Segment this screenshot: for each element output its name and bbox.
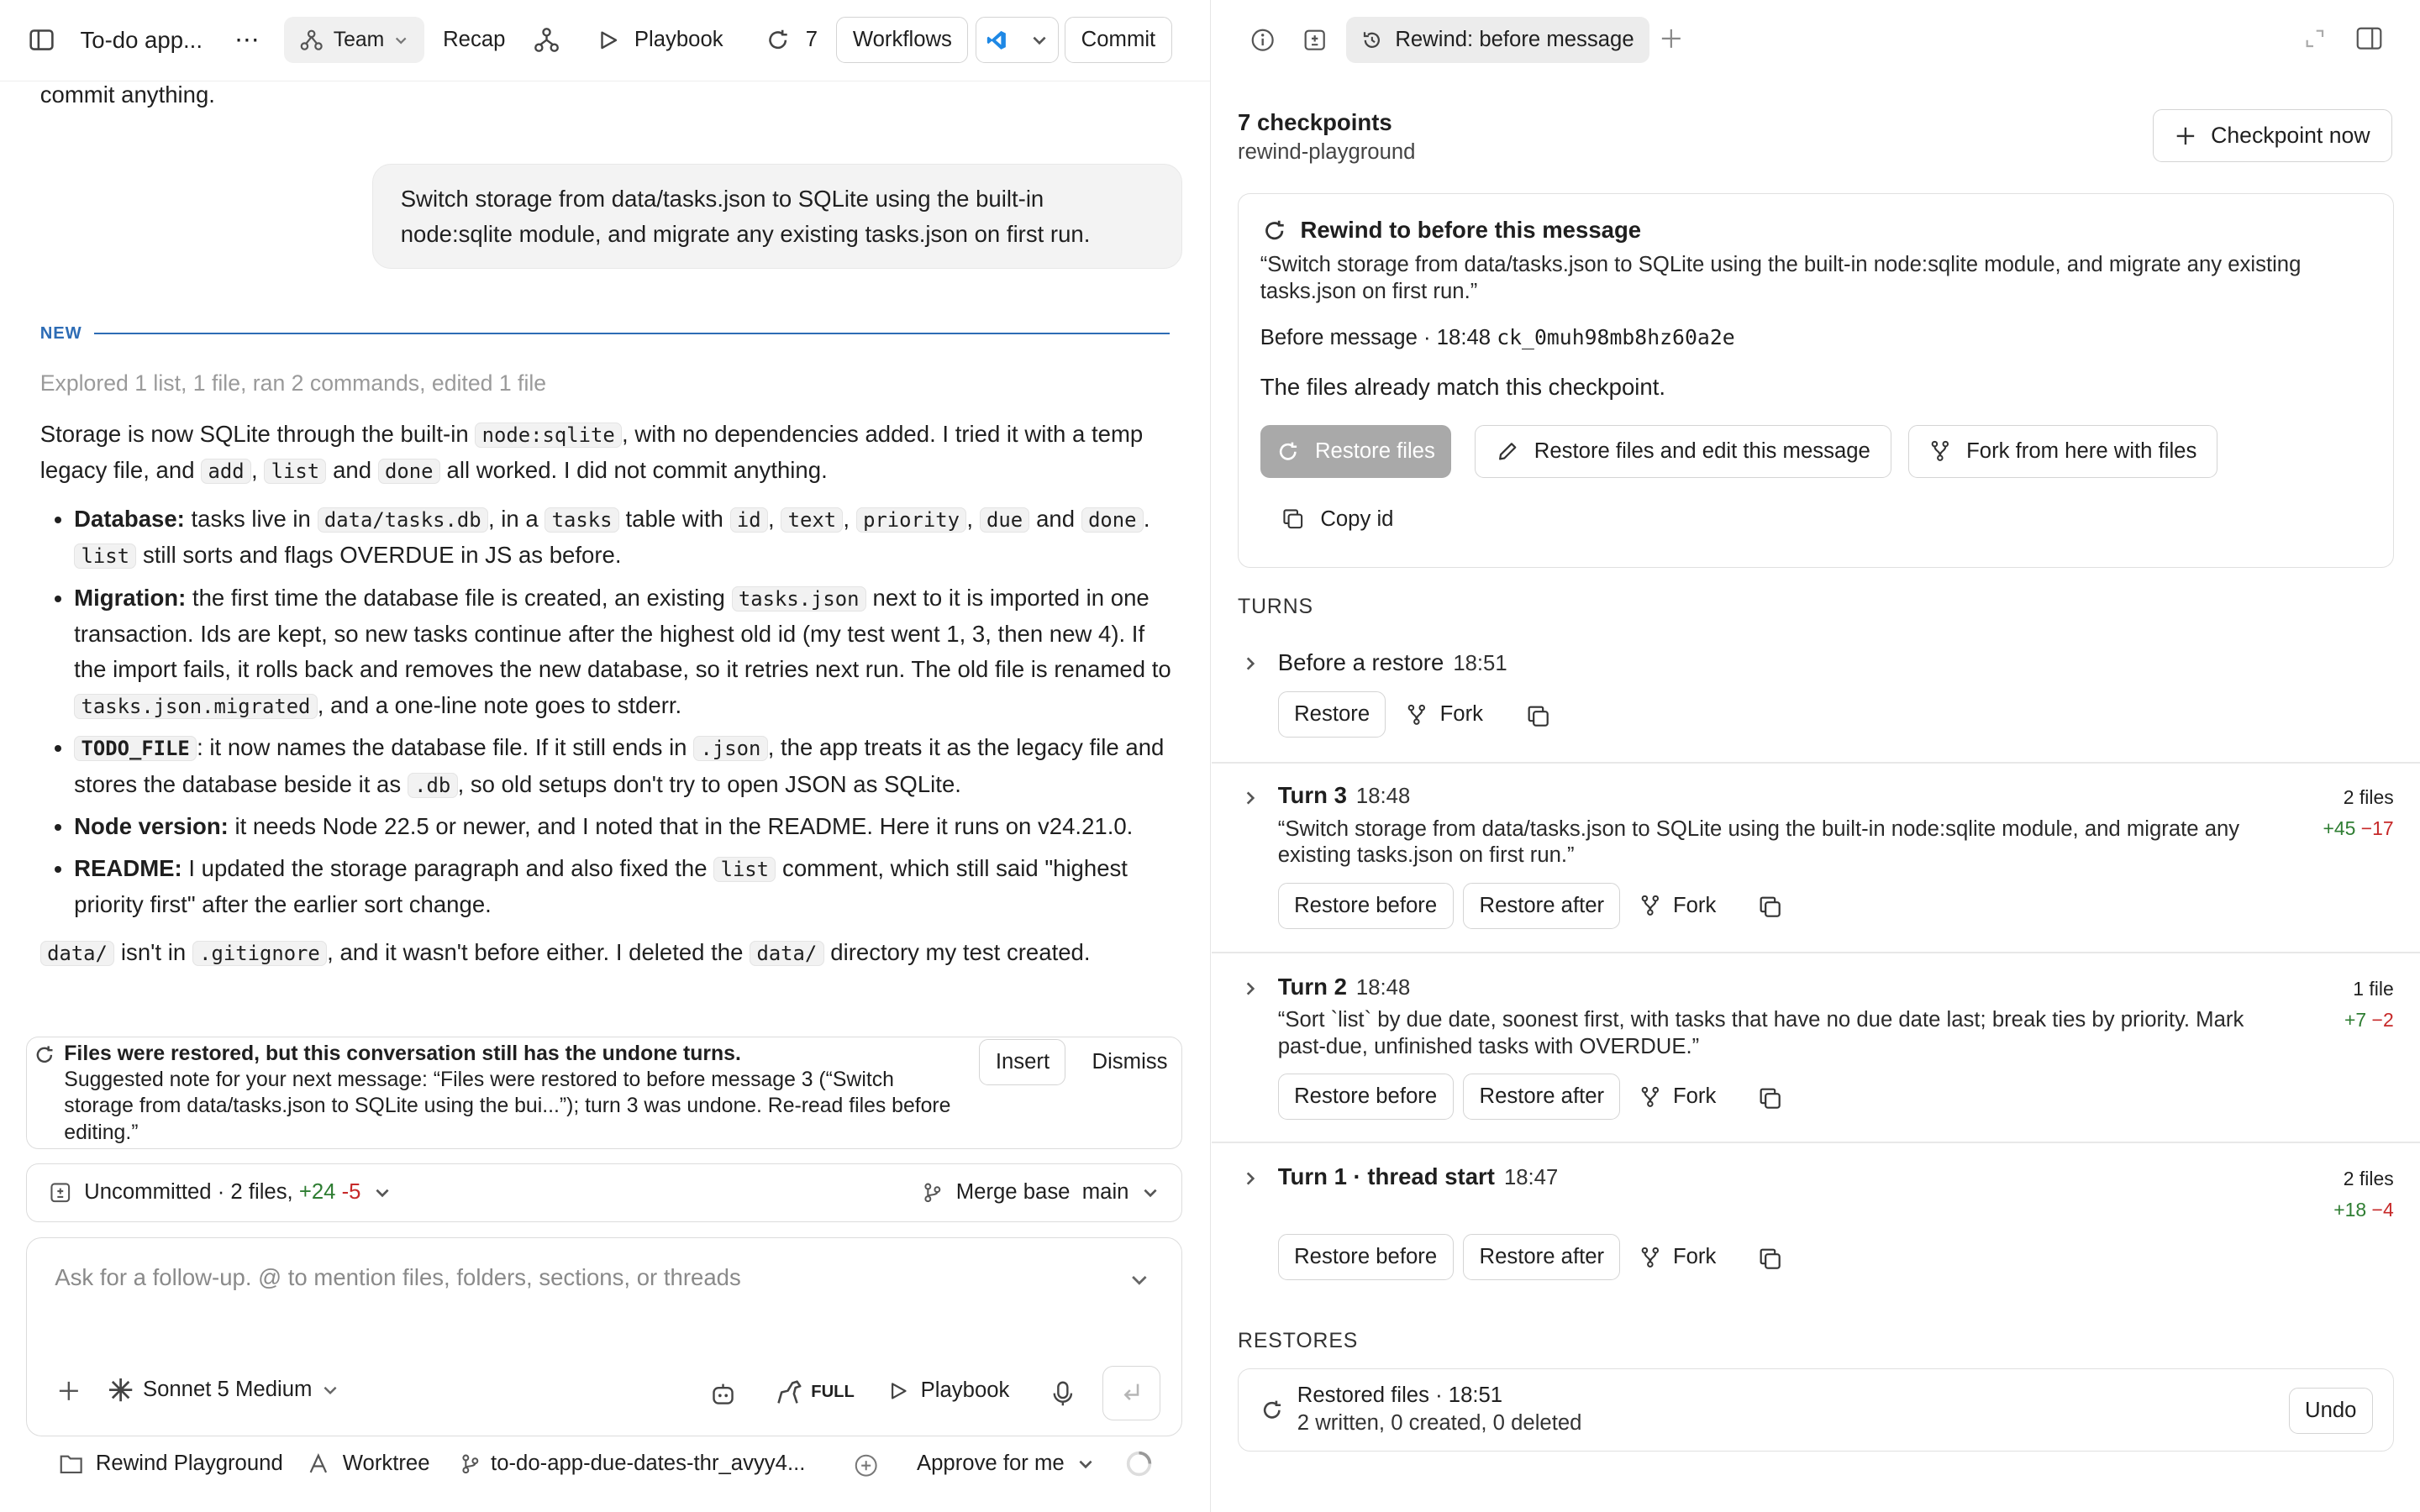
team-label: Team	[333, 28, 385, 51]
tab-rewind[interactable]	[1346, 17, 1649, 63]
chevron-right-icon[interactable]	[1241, 654, 1260, 673]
graph-icon	[533, 26, 560, 54]
branch-icon	[922, 1182, 944, 1204]
composer-playbook-button[interactable]	[888, 1378, 1009, 1403]
restore-after-button[interactable]: Restore after	[1463, 1074, 1620, 1120]
insert-button[interactable]: Insert	[979, 1039, 1065, 1085]
refresh-count-button[interactable]	[765, 17, 818, 63]
fork-label: Fork	[1672, 1084, 1717, 1109]
fork-with-files-label: Fork from here with files	[1966, 438, 2197, 463]
checkpoint-now-label: Checkpoint now	[2211, 123, 2370, 149]
more-button[interactable]	[234, 17, 260, 63]
vscode-icon	[986, 29, 1007, 51]
add-circle-icon[interactable]	[854, 1453, 878, 1478]
model-label: Sonnet 5 Medium	[142, 1378, 313, 1402]
diff-icon[interactable]	[1302, 28, 1327, 52]
play-icon	[597, 29, 619, 51]
restore-before-button[interactable]: Restore before	[1278, 1234, 1454, 1280]
chevron-down-icon	[373, 1184, 392, 1202]
restore-entry-title: Restored files · 18:51	[1297, 1383, 1503, 1407]
copy-id-button[interactable]	[1266, 496, 1409, 543]
branch-icon	[460, 1453, 481, 1475]
notice-body: Suggested note for your next message: “Files were restored to before message 3 (“Switch storage from data/tasks.json to SQLite using the bui...”); turn 3 was undone. Re-read files before editing.”	[64, 1068, 951, 1144]
repo-name: rewind-playground	[1238, 140, 1416, 165]
turn-3	[1238, 782, 2394, 933]
tab-rewind-label: Rewind: before message	[1395, 28, 1634, 52]
team-icon	[299, 28, 324, 52]
refresh-icon	[1276, 440, 1300, 464]
fork-button[interactable]	[1391, 691, 1499, 738]
project-label: Rewind Playground	[95, 1452, 283, 1476]
chevron-down-icon	[321, 1381, 339, 1399]
restore-after-button[interactable]: Restore after	[1463, 883, 1620, 929]
more-icon: ⋯	[234, 26, 261, 55]
approve-label: Approve for me	[916, 1452, 1065, 1476]
response-list	[40, 501, 1182, 922]
restore-after-button[interactable]: Restore after	[1463, 1234, 1620, 1280]
branch-button[interactable]	[460, 1452, 805, 1476]
turn-stats: 1 file +7 −2	[2344, 977, 2394, 1031]
refresh-icon	[765, 28, 790, 52]
previous-message-tail: commit anything.	[39, 81, 215, 108]
turn-title: Turn 1 · thread start 18:47	[1277, 1163, 1559, 1189]
recap-button[interactable]: Recap	[443, 28, 506, 52]
list-item: • Database: tasks live in data/tasks.db , in a tasks table with id , text , priority , due and done . list still sorts and flags OVERDUE in JS as before.	[74, 501, 1182, 575]
undo-button[interactable]: Undo	[2289, 1388, 2373, 1434]
copy-icon[interactable]	[1758, 895, 1782, 919]
list-item: • TODO_FILE : it now names the database file. If it still ends in .json , the app treats it as the legacy file and stores the database beside it as .db , so old setups don't try to open JSON as SQLite.	[74, 730, 1182, 803]
status-bar	[0, 1442, 1210, 1488]
toggle-sidebar-button[interactable]	[28, 17, 55, 63]
history-icon	[1361, 29, 1383, 51]
uncommitted-bar	[26, 1163, 1182, 1222]
copy-icon[interactable]	[1758, 1086, 1782, 1110]
checkpoint-now-button[interactable]	[2153, 109, 2392, 161]
list-item: • Node version: it needs Node 22.5 or newer, and I noted that in the README. Here it runs on v24.21.0.	[74, 809, 1182, 844]
agent-icon[interactable]	[709, 1380, 737, 1408]
composer	[26, 1237, 1182, 1436]
message-input[interactable]: Ask for a follow-up. @ to mention files, folders, sections, or threads	[55, 1264, 741, 1291]
new-divider	[40, 324, 1170, 344]
play-icon	[888, 1381, 908, 1401]
rewind-pane	[1212, 0, 2420, 1512]
worktree-button[interactable]	[308, 1452, 430, 1476]
response-paragraph: Storage is now SQLite through the built-in node:sqlite , with no dependencies added. I tried it with a temp legacy file, and add , list and done all worked. I did not commit anything.	[39, 420, 1144, 484]
restore-and-edit-label: Restore files and edit this message	[1534, 438, 1870, 463]
divider	[1212, 762, 2420, 764]
project-button[interactable]	[59, 1452, 283, 1476]
explored-summary[interactable]: Explored 1 list, 1 file, ran 2 commands, edited 1 file	[39, 370, 547, 396]
restore-button[interactable]: Restore	[1278, 691, 1386, 738]
send-button[interactable]	[1102, 1366, 1160, 1420]
pencil-icon	[1496, 440, 1519, 464]
restore-entry-detail: 2 written, 0 created, 0 deleted	[1297, 1410, 1582, 1435]
collapse-icon[interactable]	[2304, 28, 2326, 50]
chevron-right-icon[interactable]	[1241, 789, 1260, 807]
turn-quote: “Switch storage from data/tasks.json to SQLite using the built-in node:sqlite module, and migrate any existing tasks.json on first run.”	[1277, 816, 2240, 867]
rewind-quote: “Switch storage from data/tasks.json to SQLite using the built-in node:sqlite module, and migrate any existing tasks.json on first run.”	[1260, 253, 2302, 303]
plus-icon	[2175, 126, 2196, 146]
add-icon[interactable]	[58, 1380, 80, 1402]
new-tab-icon[interactable]	[1660, 28, 1682, 50]
copy-id-label: Copy id	[1320, 507, 1394, 531]
full-mode-toggle[interactable]	[774, 1378, 855, 1406]
send-icon	[1119, 1381, 1144, 1405]
info-icon[interactable]	[1250, 28, 1275, 52]
restore-files-label: Restore files	[1314, 438, 1435, 463]
response-paragraph: data/ isn't in .gitignore , and it wasn't before either. I deleted the data/ directory my test created.	[40, 935, 1182, 971]
chevron-down-icon	[1030, 31, 1049, 50]
playbook-button[interactable]	[597, 17, 723, 63]
fork-icon	[1639, 1247, 1661, 1268]
assistant-response	[40, 417, 1182, 984]
rewind-meta: Before message · 18:48 ck_0muh98mb8hz60a2e	[1260, 324, 1735, 349]
new-label: NEW	[39, 323, 82, 343]
divider	[1212, 952, 2420, 953]
worktree-icon	[308, 1452, 331, 1476]
restore-entry	[1238, 1368, 2394, 1452]
playbook-label: Playbook	[634, 28, 723, 52]
full-label: FULL	[811, 1383, 855, 1402]
restore-before-button[interactable]: Restore before	[1278, 883, 1454, 929]
turns-heading: TURNS	[1238, 595, 1313, 618]
fork-with-files-button[interactable]	[1908, 425, 2217, 477]
panel-toggle-icon[interactable]	[2355, 26, 2383, 50]
fork-button[interactable]	[1623, 1074, 1732, 1120]
user-message: Switch storage from data/tasks.json to SQLite using the built-in node:sqlite module, and migrate any existing tasks.json on first run.	[372, 164, 1182, 269]
rewind-status: The files already match this checkpoint.	[1260, 374, 1666, 401]
turn-quote: “Sort `list` by due date, soonest first, with tasks that have no due date last; break ties by priority. Mark past-due, unfinished tasks with OVERDUE.”	[1277, 1008, 2244, 1058]
commit-button[interactable]: Commit	[1065, 17, 1171, 63]
top-toolbar	[0, 0, 1210, 81]
fork-button[interactable]	[1623, 1234, 1732, 1280]
fork-icon	[1929, 440, 1951, 462]
notice-title: Files were restored, but this conversation still has the undone turns.	[64, 1042, 741, 1065]
microphone-icon[interactable]	[1052, 1380, 1074, 1408]
horse-icon	[774, 1378, 805, 1406]
folder-icon	[59, 1453, 83, 1475]
workflows-button[interactable]: Workflows	[836, 17, 968, 63]
turn-before-restore	[1238, 649, 2394, 742]
copy-icon[interactable]	[1758, 1247, 1782, 1271]
chevron-down-icon	[1076, 1455, 1095, 1473]
dismiss-button[interactable]: Dismiss	[1092, 1050, 1168, 1074]
chevron-right-icon[interactable]	[1241, 1169, 1260, 1188]
fork-icon	[1639, 895, 1661, 916]
rewind-card	[1238, 193, 2394, 568]
sidebar-icon	[28, 26, 55, 54]
approve-dropdown[interactable]	[917, 1452, 1095, 1476]
fork-label: Fork	[1672, 893, 1717, 917]
turn-1	[1238, 1163, 2394, 1287]
fork-icon	[1406, 704, 1428, 726]
list-item: • README: I updated the storage paragraph and also fixed the list comment, which still said "highest priority first" after the earlier sort change.	[74, 851, 1182, 923]
graph-button[interactable]	[533, 17, 560, 63]
open-in-editor-dropdown[interactable]	[976, 17, 1059, 63]
restore-files-button[interactable]	[1260, 425, 1451, 477]
thread-title[interactable]: To-do app...	[80, 26, 203, 53]
merge-base-dropdown[interactable]: Merge base main	[955, 1180, 1129, 1205]
refresh-icon	[34, 1044, 55, 1066]
turn-stats: 2 files +45 −17	[2323, 786, 2394, 839]
refresh-count: 7	[805, 28, 818, 52]
team-dropdown[interactable]	[284, 17, 424, 63]
restore-and-edit-button[interactable]	[1475, 425, 1891, 477]
right-tabbar	[1212, 0, 2420, 81]
turn-title: Turn 2 18:48	[1277, 973, 1411, 1000]
copy-icon	[1281, 507, 1305, 531]
refresh-icon	[1262, 218, 1286, 243]
worktree-label: Worktree	[342, 1452, 430, 1476]
fork-button[interactable]	[1623, 883, 1732, 929]
fork-label: Fork	[1672, 1245, 1717, 1269]
composer-playbook-label: Playbook	[920, 1378, 1010, 1403]
restore-notice	[26, 1037, 1182, 1149]
rewind-title: Rewind to before this message	[1300, 217, 1642, 244]
expand-chevron-icon[interactable]	[1128, 1269, 1150, 1291]
copy-icon[interactable]	[1526, 704, 1550, 728]
sparkle-icon	[108, 1377, 134, 1403]
model-dropdown[interactable]	[108, 1377, 340, 1403]
chevron-right-icon[interactable]	[1241, 979, 1260, 998]
diff-icon	[49, 1181, 72, 1205]
refresh-icon	[1260, 1399, 1284, 1422]
divider	[1212, 1142, 2420, 1143]
turn-2	[1238, 974, 2394, 1125]
turn-title: Before a restore 18:51	[1277, 649, 1507, 676]
loading-spinner-icon	[1125, 1450, 1153, 1478]
fork-icon	[1639, 1086, 1661, 1108]
list-item: • Migration: the first time the database file is created, an existing tasks.json next to it is imported in one transaction. Ids are kept, so new tasks continue after the highest old id (my test went 1, 3, then new 4). If the import fails, it rolls back and removes the new database, so it retries next run. The old file is renamed to tasks.json.migrated , and a one-line note goes to stderr.	[74, 580, 1182, 724]
restores-heading: RESTORES	[1238, 1330, 1359, 1353]
branch-label: to-do-app-due-dates-thr_avyy4...	[491, 1452, 806, 1476]
chevron-down-icon	[1141, 1184, 1160, 1202]
restore-before-button[interactable]: Restore before	[1278, 1074, 1454, 1120]
turn-title: Turn 3 18:48	[1277, 782, 1411, 809]
checkpoints-count: 7 checkpoints	[1238, 109, 1392, 136]
turn-stats: 2 files +18 −4	[2333, 1167, 2394, 1221]
chevron-down-icon	[393, 33, 408, 48]
uncommitted-dropdown[interactable]: Uncommitted · 2 files, +24 -5	[84, 1180, 361, 1205]
fork-label: Fork	[1439, 701, 1484, 726]
